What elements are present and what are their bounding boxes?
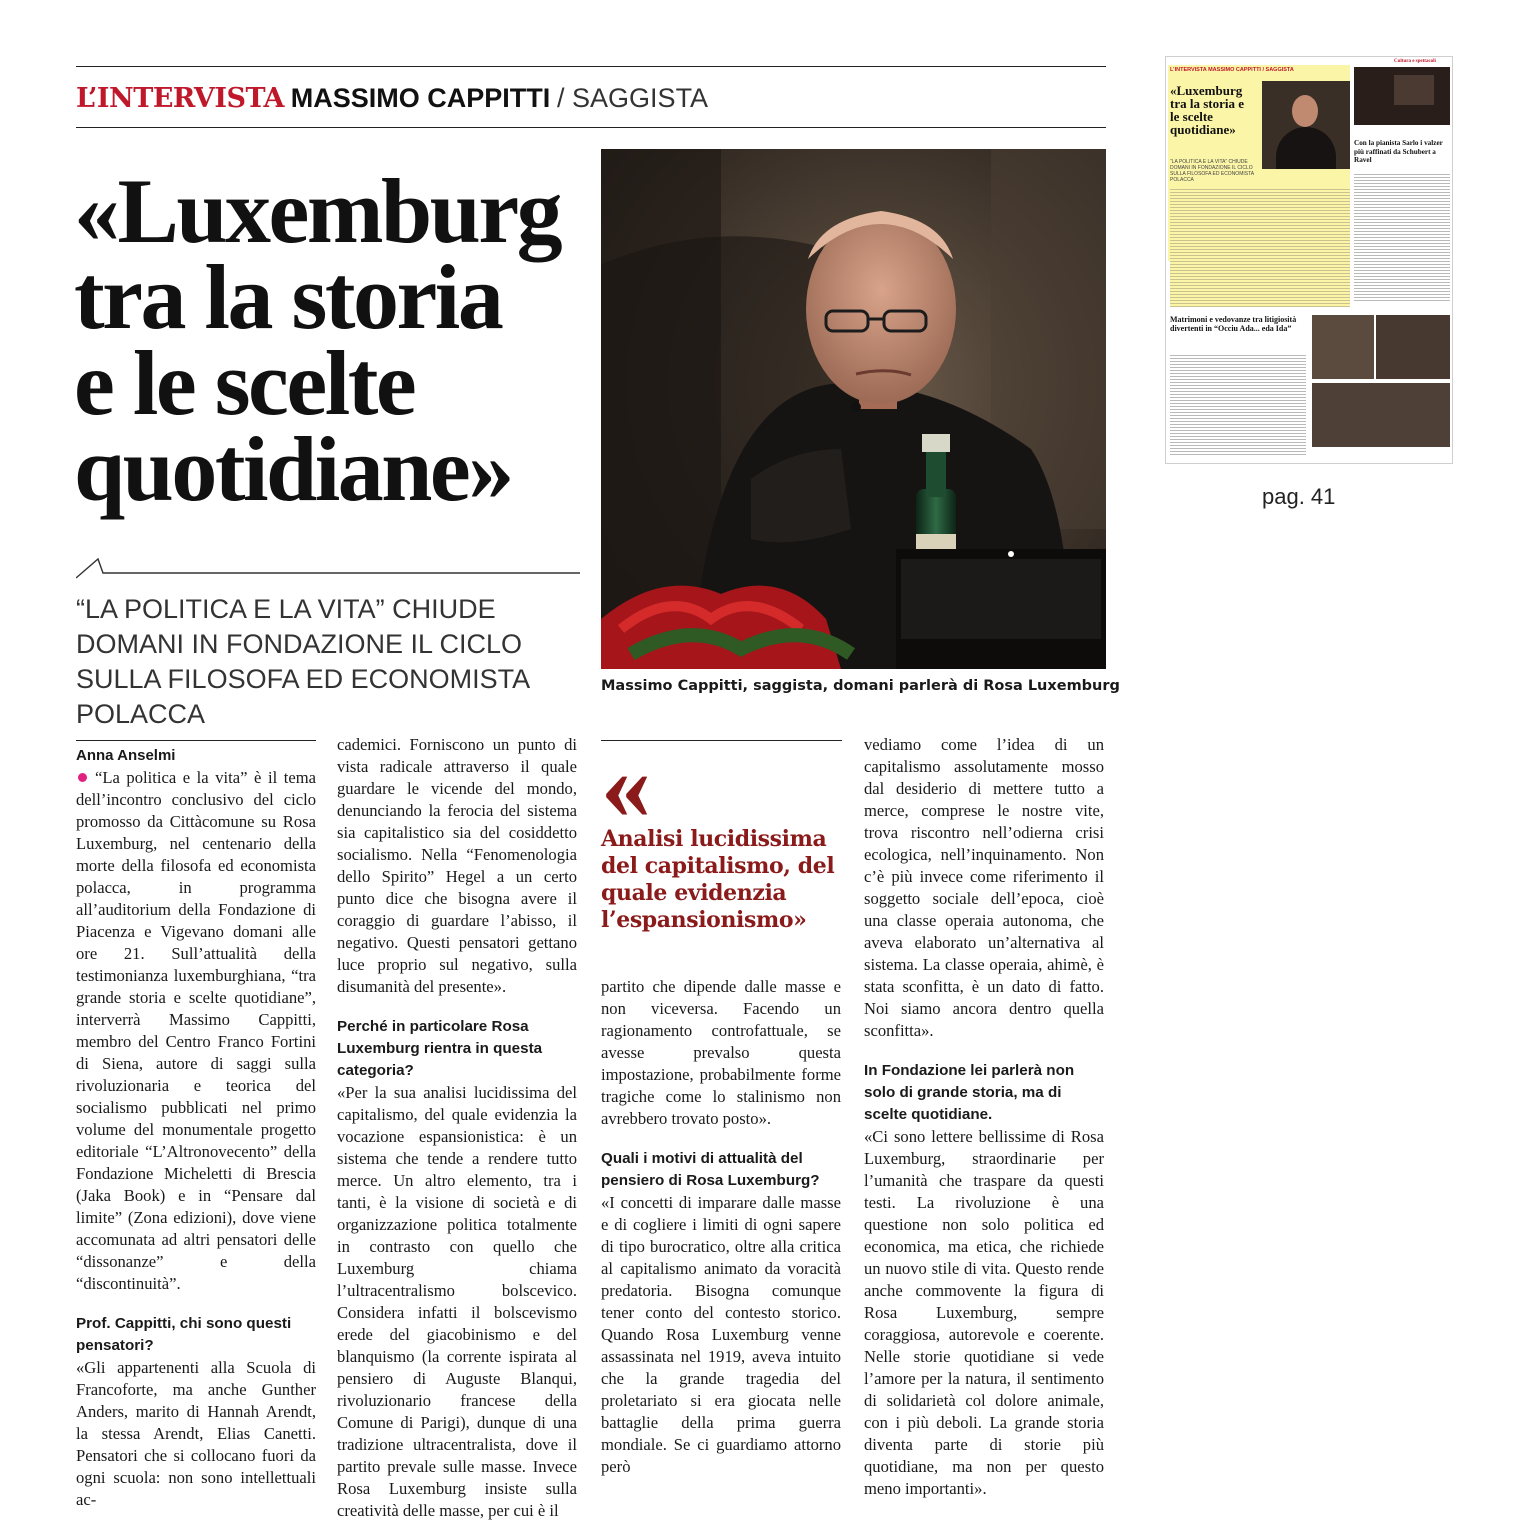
thumbnail-photo-stage-2 <box>1376 315 1450 379</box>
page-thumbnail[interactable] <box>1165 56 1453 464</box>
thumbnail-subhead: “LA POLITICA E LA VITA” CHIUDE DOMANI IN FONDAZIONE IL CICLO SULLA FILOSOFA ED ECONOMISTA POLACCA <box>1170 159 1254 183</box>
pull-quote-text: Analisi lucidissima del capitalismo, del quale evidenzia l’espansionismo» <box>601 826 835 933</box>
top-rule <box>76 66 1106 67</box>
interview-question-1: Prof. Cappitti, chi sono questi pensatori? <box>76 1315 292 1354</box>
article-column-4 <box>864 734 1104 1500</box>
interview-answer-1: «Gli appartenenti alla Scuola di Francoforte, ma anche Gunther Anders, marito di Hannah Arendt, la stessa Arendt, Elias Canetti. Pensatori che si collocano fuori da ogni scuola: non sono intellettuali ac- <box>76 1358 316 1509</box>
article-column-1 <box>76 745 316 1511</box>
thumbnail-side-text <box>1354 172 1450 302</box>
interview-answer-1-continued: cademici. Forniscono un punto di vista radicale attraverso il quale guardare le vicende del mondo, denunciando la ferocia del sistema sia capitalistico sia del cosiddetto socialismo. Nella “Fenomenologia dello Spirito” Hegel a un certo punto dice che bisogna avere il coraggio di guardare l’abisso, il negativo. Questi pensatori gettano luce proprio sul negativo, sulla disumanità del presente». <box>337 735 577 996</box>
interview-answer-2: «Per la sua analisi lucidissima del capitalismo, del quale evidenzia la vocazione espansionistica: è un sistema che tende a rendere tutto merce. Un altro elemento, tra i tanti, è la visione di società e di organizzazione politica totalmente in contrasto con quello che Luxemburg chiama l’ultracentralismo bolscevico. Considera infatti il bolscevismo erede del giacobinismo e del blanquismo (la corrente ispirata al pensiero di Auguste Blanqui, rivoluzionario francese della Comune di Parigi), dunque di una tradizione ultracentralista, dove il partito prevale sulle masse. Invece Rosa Luxemburg insiste sulla creatività delle masse, per cui è il <box>337 1083 577 1520</box>
interview-question-4: In Fondazione lei parlerà non solo di grande storia, ma di scelte quotidiane. <box>864 1062 1075 1123</box>
subhead: “LA POLITICA E LA VITA” CHIUDE DOMANI IN FONDAZIONE IL CICLO SULLA FILOSOFA ED ECONOMISTA POLACCA <box>76 594 529 729</box>
interview-answer-3-continued: vediamo come l’idea di un capitalismo assolutamente mosso dal desiderio di mettere tutto a merce, comprese le nostre vite, trova riscontro nell’odierna crisi ecologica, nell’inquinamento. Non c’è più invece come riferimento il soggetto sociale dell’epoca, cioè una classe operaia autonoma, che aveva elaborato un’alternativa al sistema. La classe operaia, ahimè, è stata sconfitta, è un dato di fatto. Noi siamo ancora dentro quella sconfitta». <box>864 735 1104 1040</box>
interview-question-3: Quali i motivi di attualità del pensiero di Rosa Luxemburg? <box>601 1150 820 1189</box>
kicker-rule <box>76 127 1106 128</box>
thumbnail-bottom-text <box>1170 353 1306 457</box>
article-column-3 <box>601 976 841 1478</box>
thumbnail-photo <box>1262 81 1350 169</box>
thumbnail-headline: «Luxemburg tra la storia e le scelte quotidiane» <box>1170 83 1245 137</box>
column-1-top-rule <box>76 740 316 741</box>
headline-line-2: tra la storia <box>74 246 502 348</box>
pull-quote <box>601 729 842 934</box>
interviewee-name: MASSIMO CAPPITTI <box>290 83 551 113</box>
bullet-dot-icon <box>78 773 87 782</box>
thumbnail-bottom-headline: Matrimoni e vedovanze tra litigiosità divertenti in “Occiu Ada... eda Ida” <box>1170 315 1297 333</box>
photo-caption: Massimo Cappitti, saggista, domani parlerà di Rosa Luxemburg <box>601 678 1120 694</box>
interview-answer-4: «Ci sono lettere bellissime di Rosa Luxemburg, straordinarie per l’umanità che traspare da questi testi. La rivoluzione è una questione non solo politica ed economica, ma etica, che richiede un nuovo stile di vita. Questo rende anche commovente la figura di Rosa Luxemburg, sempre coraggiosa, autorevole e coerente. Nelle storie quotidiane si vede l’amore per la natura, il sentimento di solidarietà col dolore animale, con i più deboli. La grande storia diventa parte di storie più quotidiane, ma non per questo meno importanti». <box>864 1127 1104 1498</box>
kicker-label: L’INTERVISTA <box>76 83 285 114</box>
article-intro: “La politica e la vita” è il tema dell’incontro conclusivo del ciclo promosso da Cittàcomune su Rosa Luxemburg, nel centenario della morte della filosofa ed economista polacca, in programma all’auditorium della Fondazione di Piacenza e Vigevano domani alle ore 21. Sull’attualità della testimonianza luxemburghiana, “tra grande storia e scelte quotidiane”, interverrà Massimo Cappitti, membro del Centro Franco Fortini di Siena, autore di saggi sulla rivoluzionaria e teorica del socialismo pubblicati nel primo volume del monumentale progetto editoriale “L’Altronovecento” della Fondazione Micheletti di Brescia (Jaka Book) e in “Pensare dal limite” (Zona edizioni), dove viene accomunata ad altri pensatori delle “dissonanze” e della “discontinuità”. <box>76 768 316 1293</box>
speaker-photo-illustration <box>601 149 1106 669</box>
quote-mark-icon: « <box>601 729 641 840</box>
headline-line-3: e le scelte <box>74 332 415 434</box>
speaker-photo <box>601 149 1106 669</box>
interview-question-2: Perché in particolare Rosa Luxemburg rientra in questa categoria? <box>337 1018 543 1079</box>
thumbnail-text-block <box>1170 187 1350 307</box>
article-kicker <box>76 80 708 116</box>
thumbnail-section-label: Cultura e spettacoli <box>1394 59 1436 64</box>
thumbnail-side-headline: Con la pianista Sarlo i valzer più raffinati da Schubert a Ravel <box>1354 139 1443 164</box>
subhead-corner-ornament <box>76 556 580 580</box>
thumbnail-photo-stage-1 <box>1312 315 1374 379</box>
thumbnail-side-photo <box>1354 67 1450 125</box>
interviewee-role: / SAGGISTA <box>557 83 709 113</box>
headline-line-4: quotidiane» <box>74 418 512 520</box>
page-number-label: pag. 41 <box>1262 484 1336 509</box>
headline-line-1: «Luxemburg <box>74 160 561 262</box>
headline <box>74 160 594 520</box>
interview-answer-2-continued: partito che dipende dalle masse e non viceversa. Facendo un ragionamento controfattuale, se avesse prevalso questa impostazione, probabilmente forme tragiche come lo stalinismo non avrebbero trovato posto». <box>601 977 841 1128</box>
thumbnail-kicker: L’INTERVISTA MASSIMO CAPPITTI / SAGGISTA <box>1170 67 1294 73</box>
interview-answer-3: «I concetti di imparare dalle masse e di cogliere i limiti di ogni sapere di tipo burocratico, oltre alla critica al capitalismo animato da voracità predatoria. Bisogna comunque tener conto del contesto storico. Quando Rosa Luxemburg venne assassinata nel 1919, aveva intuito che la grande tragedia del proletariato si era giocata nelle battaglie della prima guerra mondiale. Se ci guardiamo attorno però <box>601 1193 841 1476</box>
byline: Anna Anselmi <box>76 747 176 764</box>
thumbnail-photo-stage-3 <box>1312 383 1450 447</box>
article-column-2 <box>337 734 577 1522</box>
